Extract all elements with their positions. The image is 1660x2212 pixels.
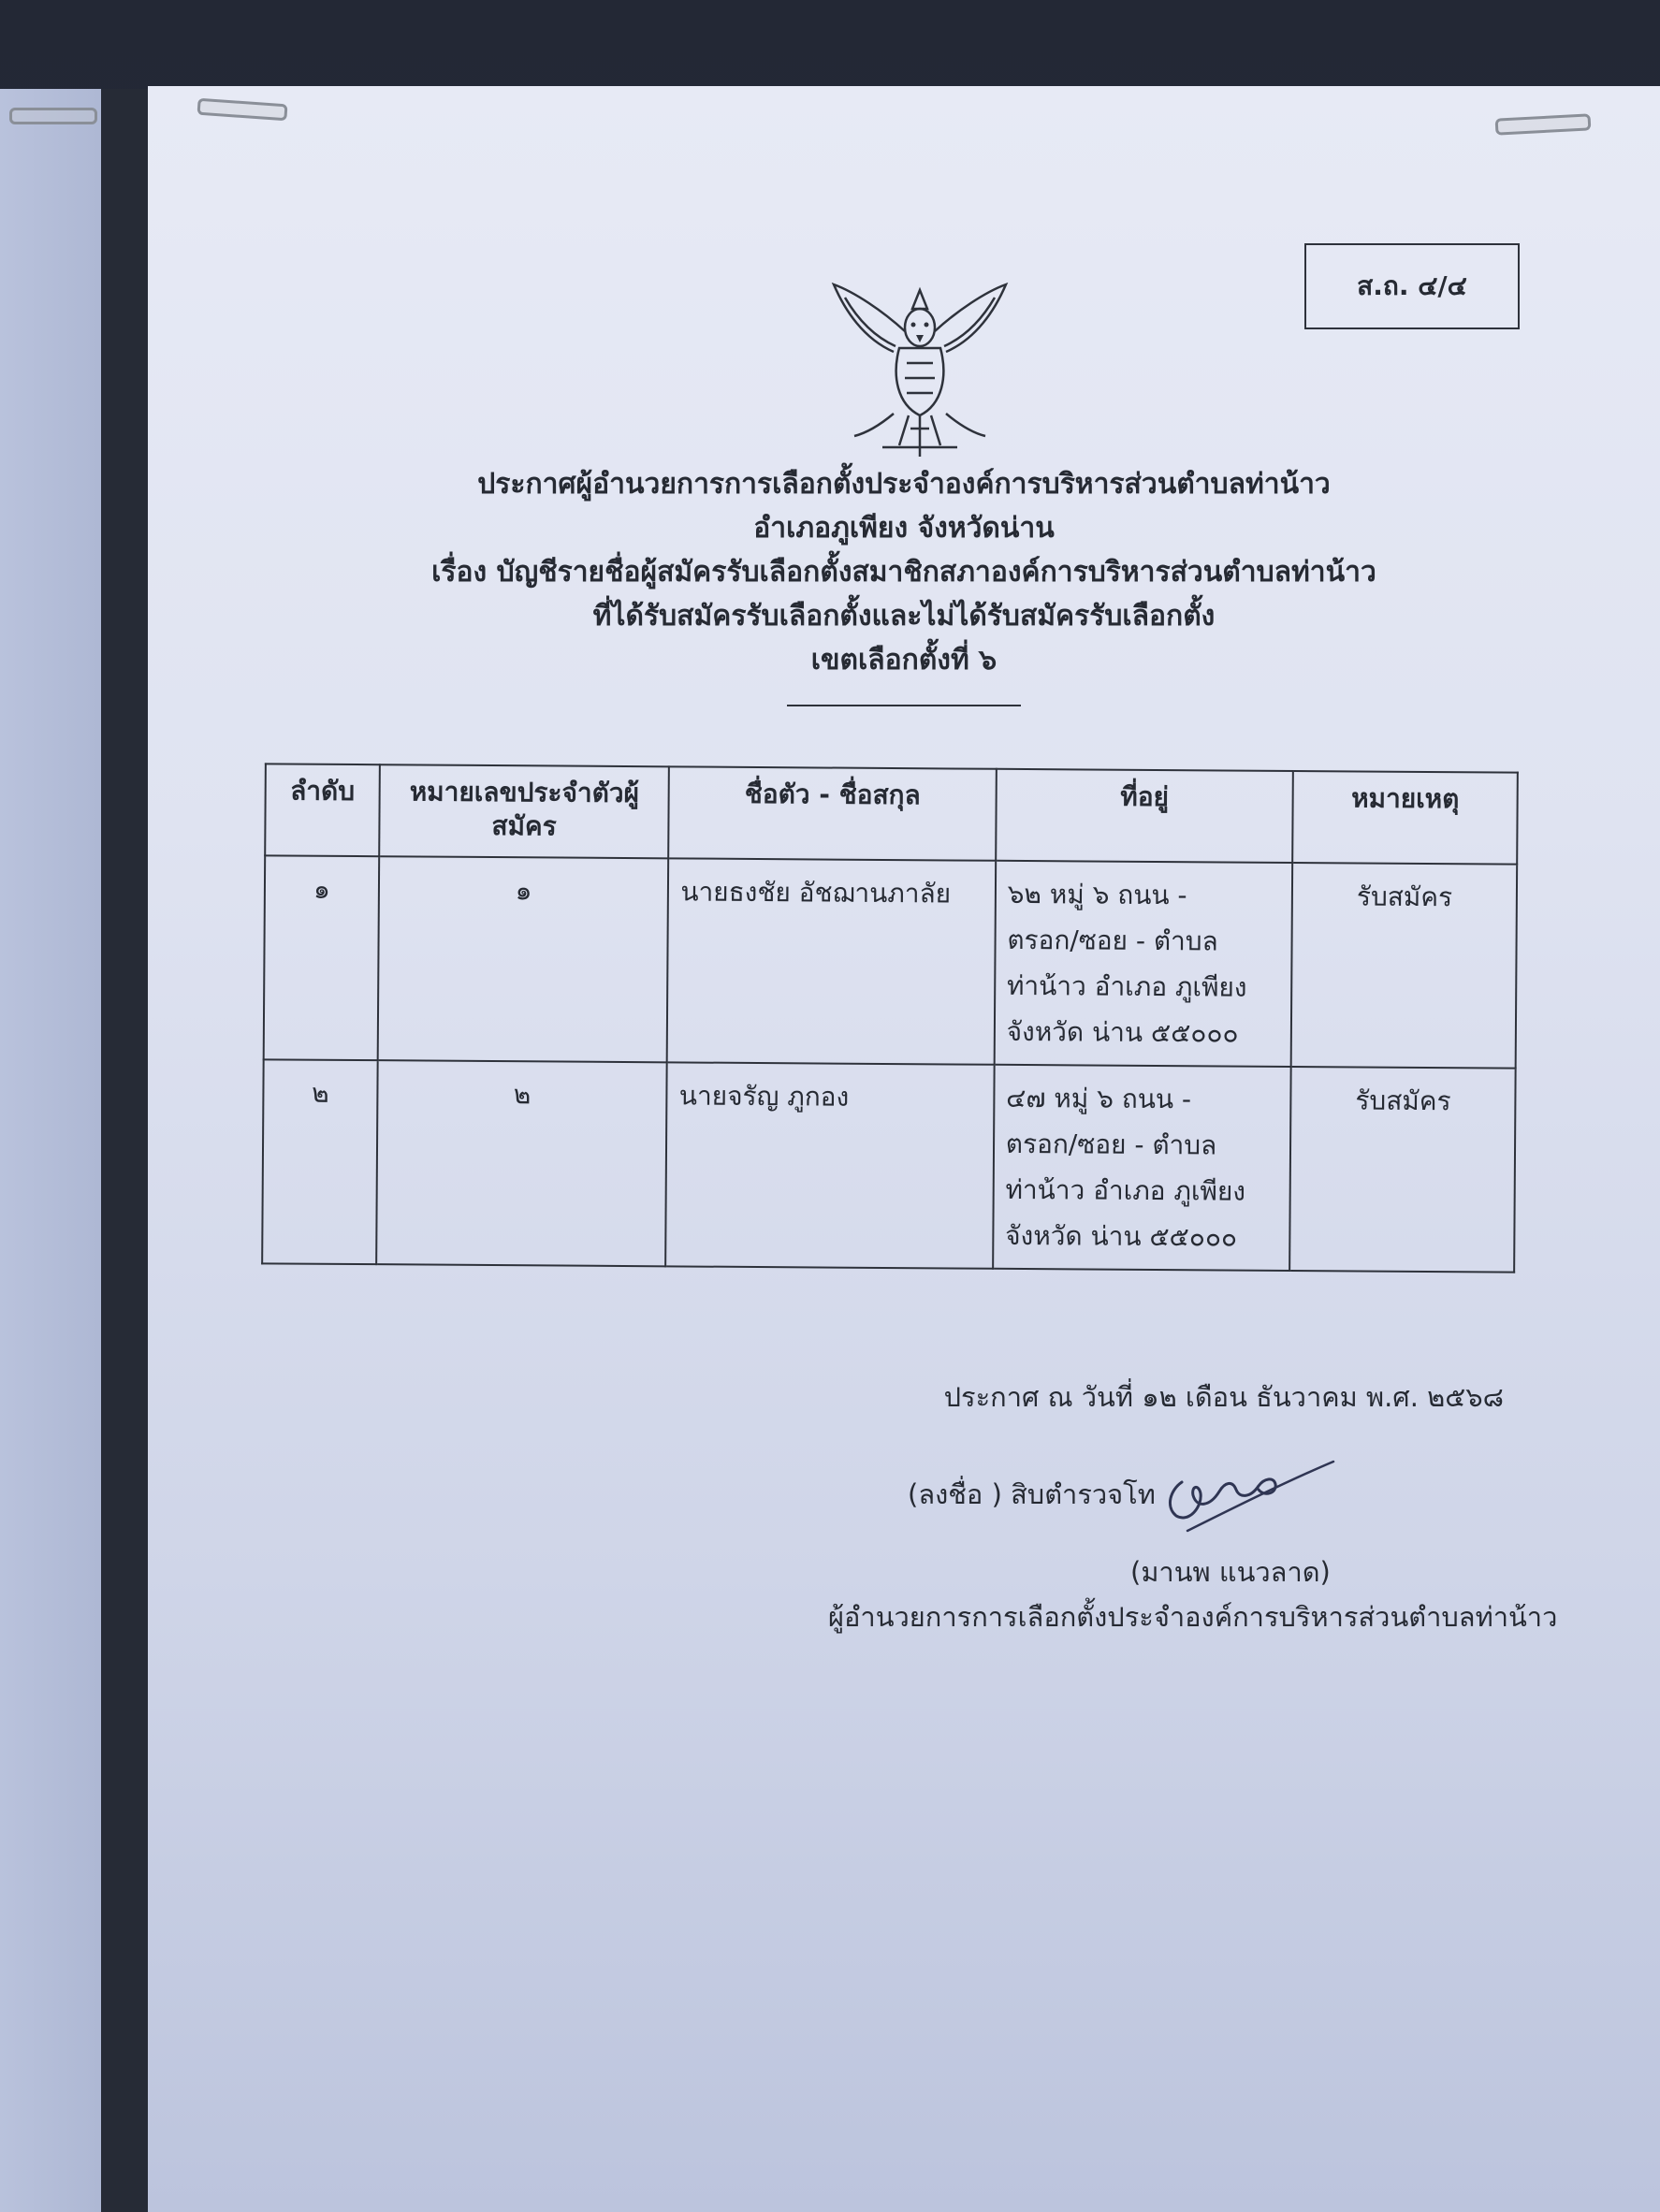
heading-line-2: อำเภอภูเพียง จังหวัดน่าน <box>753 512 1055 545</box>
cell-order: ๑ <box>264 855 379 1060</box>
table-header-row <box>265 764 1518 864</box>
cell-candidate-number: ๒ <box>376 1060 667 1266</box>
header-remark: หมายเหตุ <box>1292 771 1517 865</box>
cell-candidate-number: ๑ <box>378 856 669 1062</box>
table-row <box>262 1059 1515 1272</box>
header-address: ที่อยู่ <box>996 769 1293 863</box>
form-code: ส.ถ. ๔/๔ <box>1357 270 1467 301</box>
candidate-table <box>261 763 1519 1273</box>
header-name: ชื่อตัว - ชื่อสกุล <box>669 766 997 860</box>
heading-line-4: ที่ได้รับสมัครรับเลือกตั้งและไม่ได้รับสมัครรับเลือกตั้ง <box>592 600 1216 633</box>
cell-name: นายธงชัย อัชฌานภาลัย <box>667 858 996 1064</box>
garuda-emblem-icon <box>826 273 1013 460</box>
announcement-sheet <box>148 86 1660 2212</box>
heading-line-5: เขตเลือกตั้งที่ ๖ <box>810 644 997 677</box>
handwritten-signature <box>1154 1445 1341 1548</box>
address-line: ตรอก/ซอย - ตำบล <box>1005 1128 1217 1161</box>
signer-title: ผู้อำนวยการการเลือกตั้งประจำองค์การบริหารส่วนตำบลท่าน้าว <box>828 1601 1558 1633</box>
header-candidate-number: หมายเลขประจำตัวผู้สมัคร <box>379 764 669 858</box>
cell-name: นายจรัญ ภูกอง <box>666 1062 995 1268</box>
announcement-heading <box>148 462 1660 706</box>
heading-line-1: ประกาศผู้อำนวยการการเลือกตั้งประจำองค์การบริหารส่วนตำบลท่าน้าว <box>477 468 1331 501</box>
cell-address <box>994 861 1292 1067</box>
cell-remark: รับสมัคร <box>1291 863 1517 1069</box>
form-code-box <box>1304 243 1520 329</box>
heading-divider <box>787 705 1021 706</box>
adjacent-sheet <box>0 89 101 2212</box>
signed-label: (ลงชื่อ ) สิบตำรวจโท <box>908 1478 1156 1510</box>
address-line: จังหวัด น่าน ๕๕๐๐๐ <box>1005 1219 1238 1253</box>
announcement-date: ประกาศ ณ วันที่ ๑๒ เดือน ธันวาคม พ.ศ. ๒๕๖๘ <box>943 1381 1504 1413</box>
cell-order: ๒ <box>262 1059 377 1264</box>
address-line: ๔๗ หมู่ ๖ ถนน - <box>1006 1082 1192 1115</box>
table-row <box>264 855 1517 1068</box>
staple <box>1495 113 1592 135</box>
address-line: ท่าน้าว อำเภอ ภูเพียง <box>1006 969 1247 1003</box>
heading-line-3: เรื่อง บัญชีรายชื่อผู้สมัครรับเลือกตั้งสมาชิกสภาองค์การบริหารส่วนตำบลท่าน้าว <box>431 556 1376 589</box>
header-order: ลำดับ <box>265 764 380 856</box>
address-line: ตรอก/ซอย - ตำบล <box>1007 924 1218 957</box>
signer-name: (มานพ แนวลาด) <box>1130 1556 1331 1588</box>
address-line: ๖๒ หมู่ ๖ ถนน - <box>1007 878 1187 911</box>
staple <box>197 98 287 122</box>
cell-address <box>993 1065 1291 1271</box>
cell-remark: รับสมัคร <box>1289 1067 1515 1273</box>
address-line: จังหวัด น่าน ๕๕๐๐๐ <box>1006 1015 1239 1049</box>
staple <box>9 108 97 124</box>
address-line: ท่าน้าว อำเภอ ภูเพียง <box>1005 1173 1246 1207</box>
board-divider <box>101 89 148 2212</box>
